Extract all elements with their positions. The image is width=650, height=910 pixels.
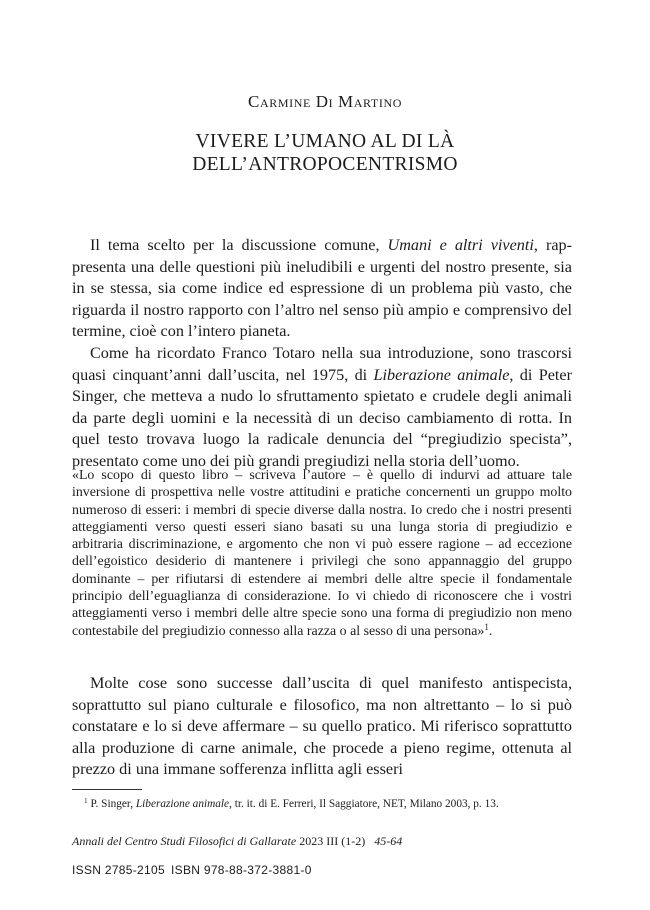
title-line-1: VIVERE L’UMANO AL DI LÀ xyxy=(195,131,455,152)
journal-issue: 2023 III (1-2) xyxy=(296,834,366,848)
footnote: $^1$ P. Singer, Liberazione animale, tr. it. di E. Ferreri, Il Saggiatore, NET, Milano 2003, p. 13. xyxy=(84,795,499,810)
paragraph-1: Il tema scelto per la discussione comune, Umani e altri viventi, rappresenta una delle questioni più ineludibili e urgenti del nostro presente, sia in se stessa, sia come indice ed espressione di un problema più vasto, che riguarda il nostro rapporto con l’altro nel senso più ampio e comprensivo del termine, cioè con l’intero pianeta. xyxy=(72,236,573,341)
issn: ISSN 2785-2105 xyxy=(72,863,165,877)
body-text-top xyxy=(72,235,572,473)
journal-name: Annali del Centro Studi Filosofici di Gallarate xyxy=(72,834,297,848)
italic-book-title: Liberazione animale xyxy=(373,365,510,384)
footnote-divider xyxy=(72,789,142,790)
journal-reference xyxy=(72,834,402,849)
isbn: ISBN 978-88-372-3881-0 xyxy=(171,863,312,877)
title-line-2: DELL’ANTROPOCENTRISMO xyxy=(192,154,458,175)
footnote-number: 1 xyxy=(84,795,88,805)
author-name: Carmine Di Martino xyxy=(248,92,402,111)
block-quote: «Lo scopo di questo libro – scriveva l’autore – è quello di indurvi ad attuare tale inversione di prospettiva nelle vostre attitudini e pratiche concernenti un gruppo molto numeroso di esseri: i membri di specie diverse dalla nostra. Io credo che i nostri presenti atteggiamenti verso questi esseri siano basati su una lunga storia di pregiudizio e arbitraria discriminazione, e argomento che non vi può essere ragione – ad eccezione dell’egoistico desiderio di mantenere i privilegi che sono appannaggio del gruppo dominante – per rifiutarsi di estendere ai membri delle altre specie il fondamentale principio dell’eguaglianza di considerazione. Io vi chiedo di riconoscere che i vostri atteggiamenti verso i membri delle altre specie sono una forma di pregiudizio non meno contestabile del pregiudizio connesso alla razza o al sesso di una persona»$^1$. xyxy=(72,468,572,639)
paragraph-2: Come ha ricordato Franco Totaro nella sua introduzione, sono trascorsi quasi cinquant’anni dall’uscita, nel 1975, di Liberazione animale, di Peter Singer, che metteva a nudo lo sfruttamento spietato e crudele degli animali da parte degli uomini e la necessità di un deciso cambiamento di rotta. In quel testo trovava luogo la radicale denuncia del “pregiudizio specista”, presentato come uno dei più grandi pregiudizi nella storia dell’uomo. xyxy=(72,343,572,470)
paragraph-3: Molte cose sono successe dall’uscita di quel manifesto antispecista, soprattutto sul piano culturale e filosofico, ma non altrettanto – lo si può constatare e lo si deve affermare – su quello pratico. Mi riferisco soprattutto alla produzione di carne animale, che procede a pieno regime, ottenuta al prezzo di una immane sofferenza inflitta agli esseri xyxy=(72,674,572,779)
article-title xyxy=(0,130,650,176)
body-text-bottom xyxy=(72,673,572,781)
footnote-ref[interactable]: 1 xyxy=(484,621,489,632)
italic-title: Umani e altri viventi xyxy=(387,236,534,254)
journal-pages: 45-64 xyxy=(374,834,403,848)
